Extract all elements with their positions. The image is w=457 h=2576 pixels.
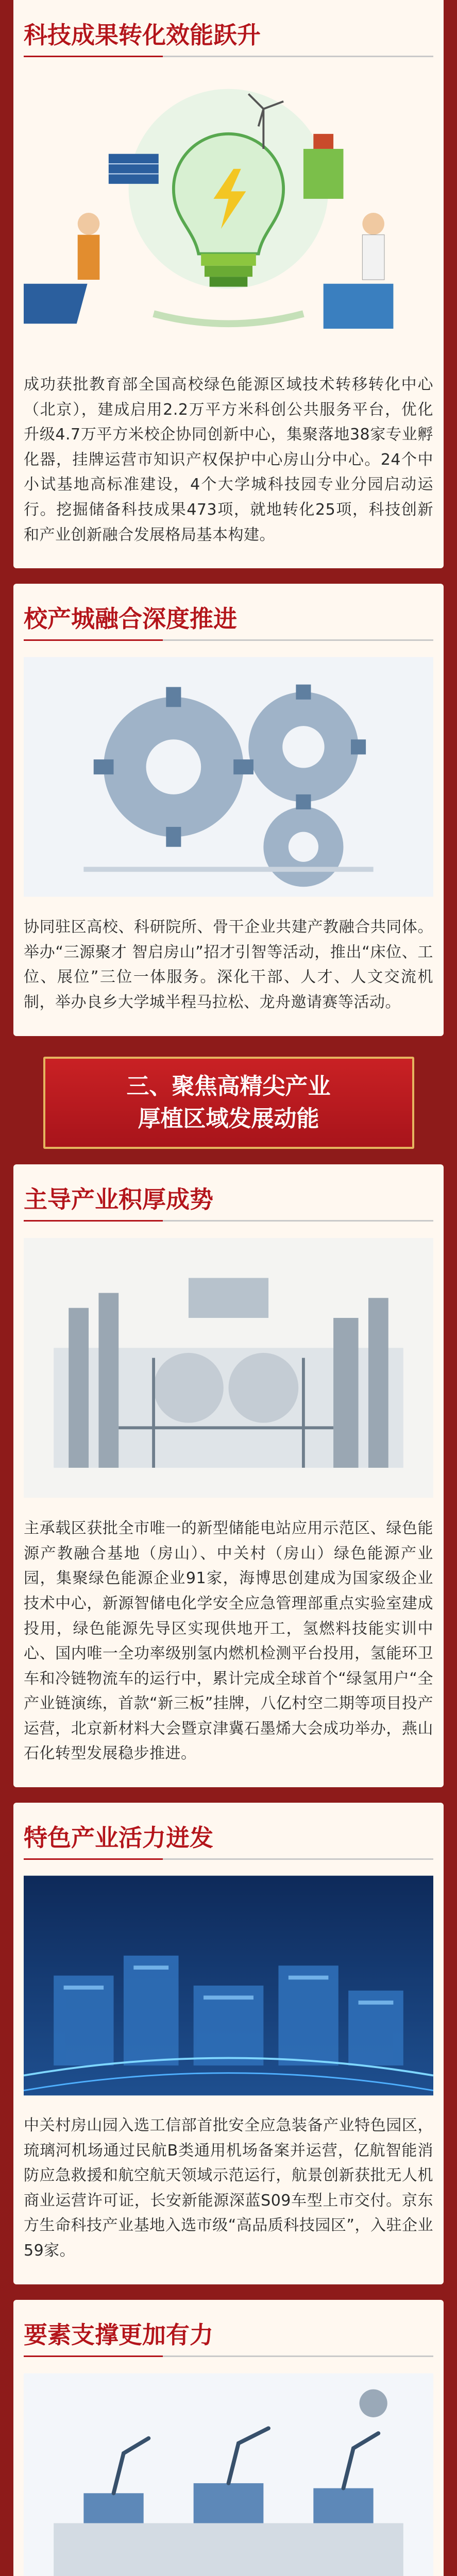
section-heading: 科技成果转化效能跃升 [24,9,433,57]
chapter-banner [43,1057,414,1149]
lightbulb-green-energy-illustration [24,70,433,358]
section-body: 协同驻区高校、科研院所、骨干企业共建产教融合共同体。举办“三源聚才 智启房山”招才引智等活动，推出“床位、工位、展位”三位一体服务。深化干部、人才、人文交流机制，举办良乡大学城半程马拉松、龙舟邀请赛等活动。 [24,918,433,1011]
section-card [13,1803,444,2284]
banner-line-2: 厚植区域发展动能 [138,1106,319,1132]
section-heading: 要素支撑更加有力 [24,2309,433,2357]
section-card [13,1164,444,1787]
section-heading: 校产城融合深度推进 [24,593,433,641]
section-heading: 特色产业活力迸发 [24,1812,433,1860]
factory-robots-illustration [24,2369,433,2576]
section-body: 主承载区获批全市唯一的新型储能电站应用示范区、绿色能源产教融合基地（房山）、中关村（房山）绿色能源产业园，集聚绿色能源企业91家，海博思创建成为国家级企业技术中心，新源智储电化学安全应急管理部重点实验室建成投用，绿色能源先导区实现供地开工，氢燃料技能实训中心、国内唯一全功率级别氢内燃机检测平台投用，氢能环卫车和冷链物流车的运行中，累计完成全球首个“绿氢用户“全产业链演练，首款“新三板”挂牌，八亿村空二期等项目投产运营，北京新材料大会暨京津冀石墨烯大会成功举办，燕山石化转型发展稳步推进。 [24,1519,433,1763]
banner-line-1: 三、聚焦高精尖产业 [126,1073,331,1099]
city-aerial-illustration [24,1872,433,2099]
industrial-facility-illustration [24,1234,433,1502]
section-body: 成功获批教育部全国高校绿色能源区域技术转移转化中心（北京），建成启用2.2万平方米科创公共服务平台，优化升级4.7万平方米校企协同创新中心，集聚落地38家专业孵化器，挂牌运营市知识产权保护中心房山分中心。24个中小试基地高标准建设，4个大学城科技园专业分园启动运行。挖掘储备科技成果473项，就地转化25项，科技创新和产业创新融合发展格局基本构建。 [24,376,433,544]
gears-illustration [24,653,433,901]
section-heading: 主导产业积厚成势 [24,1174,433,1222]
section-card [13,2300,444,2576]
section-body: 中关村房山园入选工信部首批安全应急装备产业特色园区，琉璃河机场通过民航B类通用机场备案并运营，亿航智能消防应急救援和航空航天领域示范运行，航景创新获批无人机商业运营许可证，长安新能源深蓝S09车型上市交付。京东方生命科技产业基地入选市级“高品质科技园区”，入驻企业59家。 [24,2116,433,2260]
section-card [13,584,444,1036]
section-card [13,0,444,568]
